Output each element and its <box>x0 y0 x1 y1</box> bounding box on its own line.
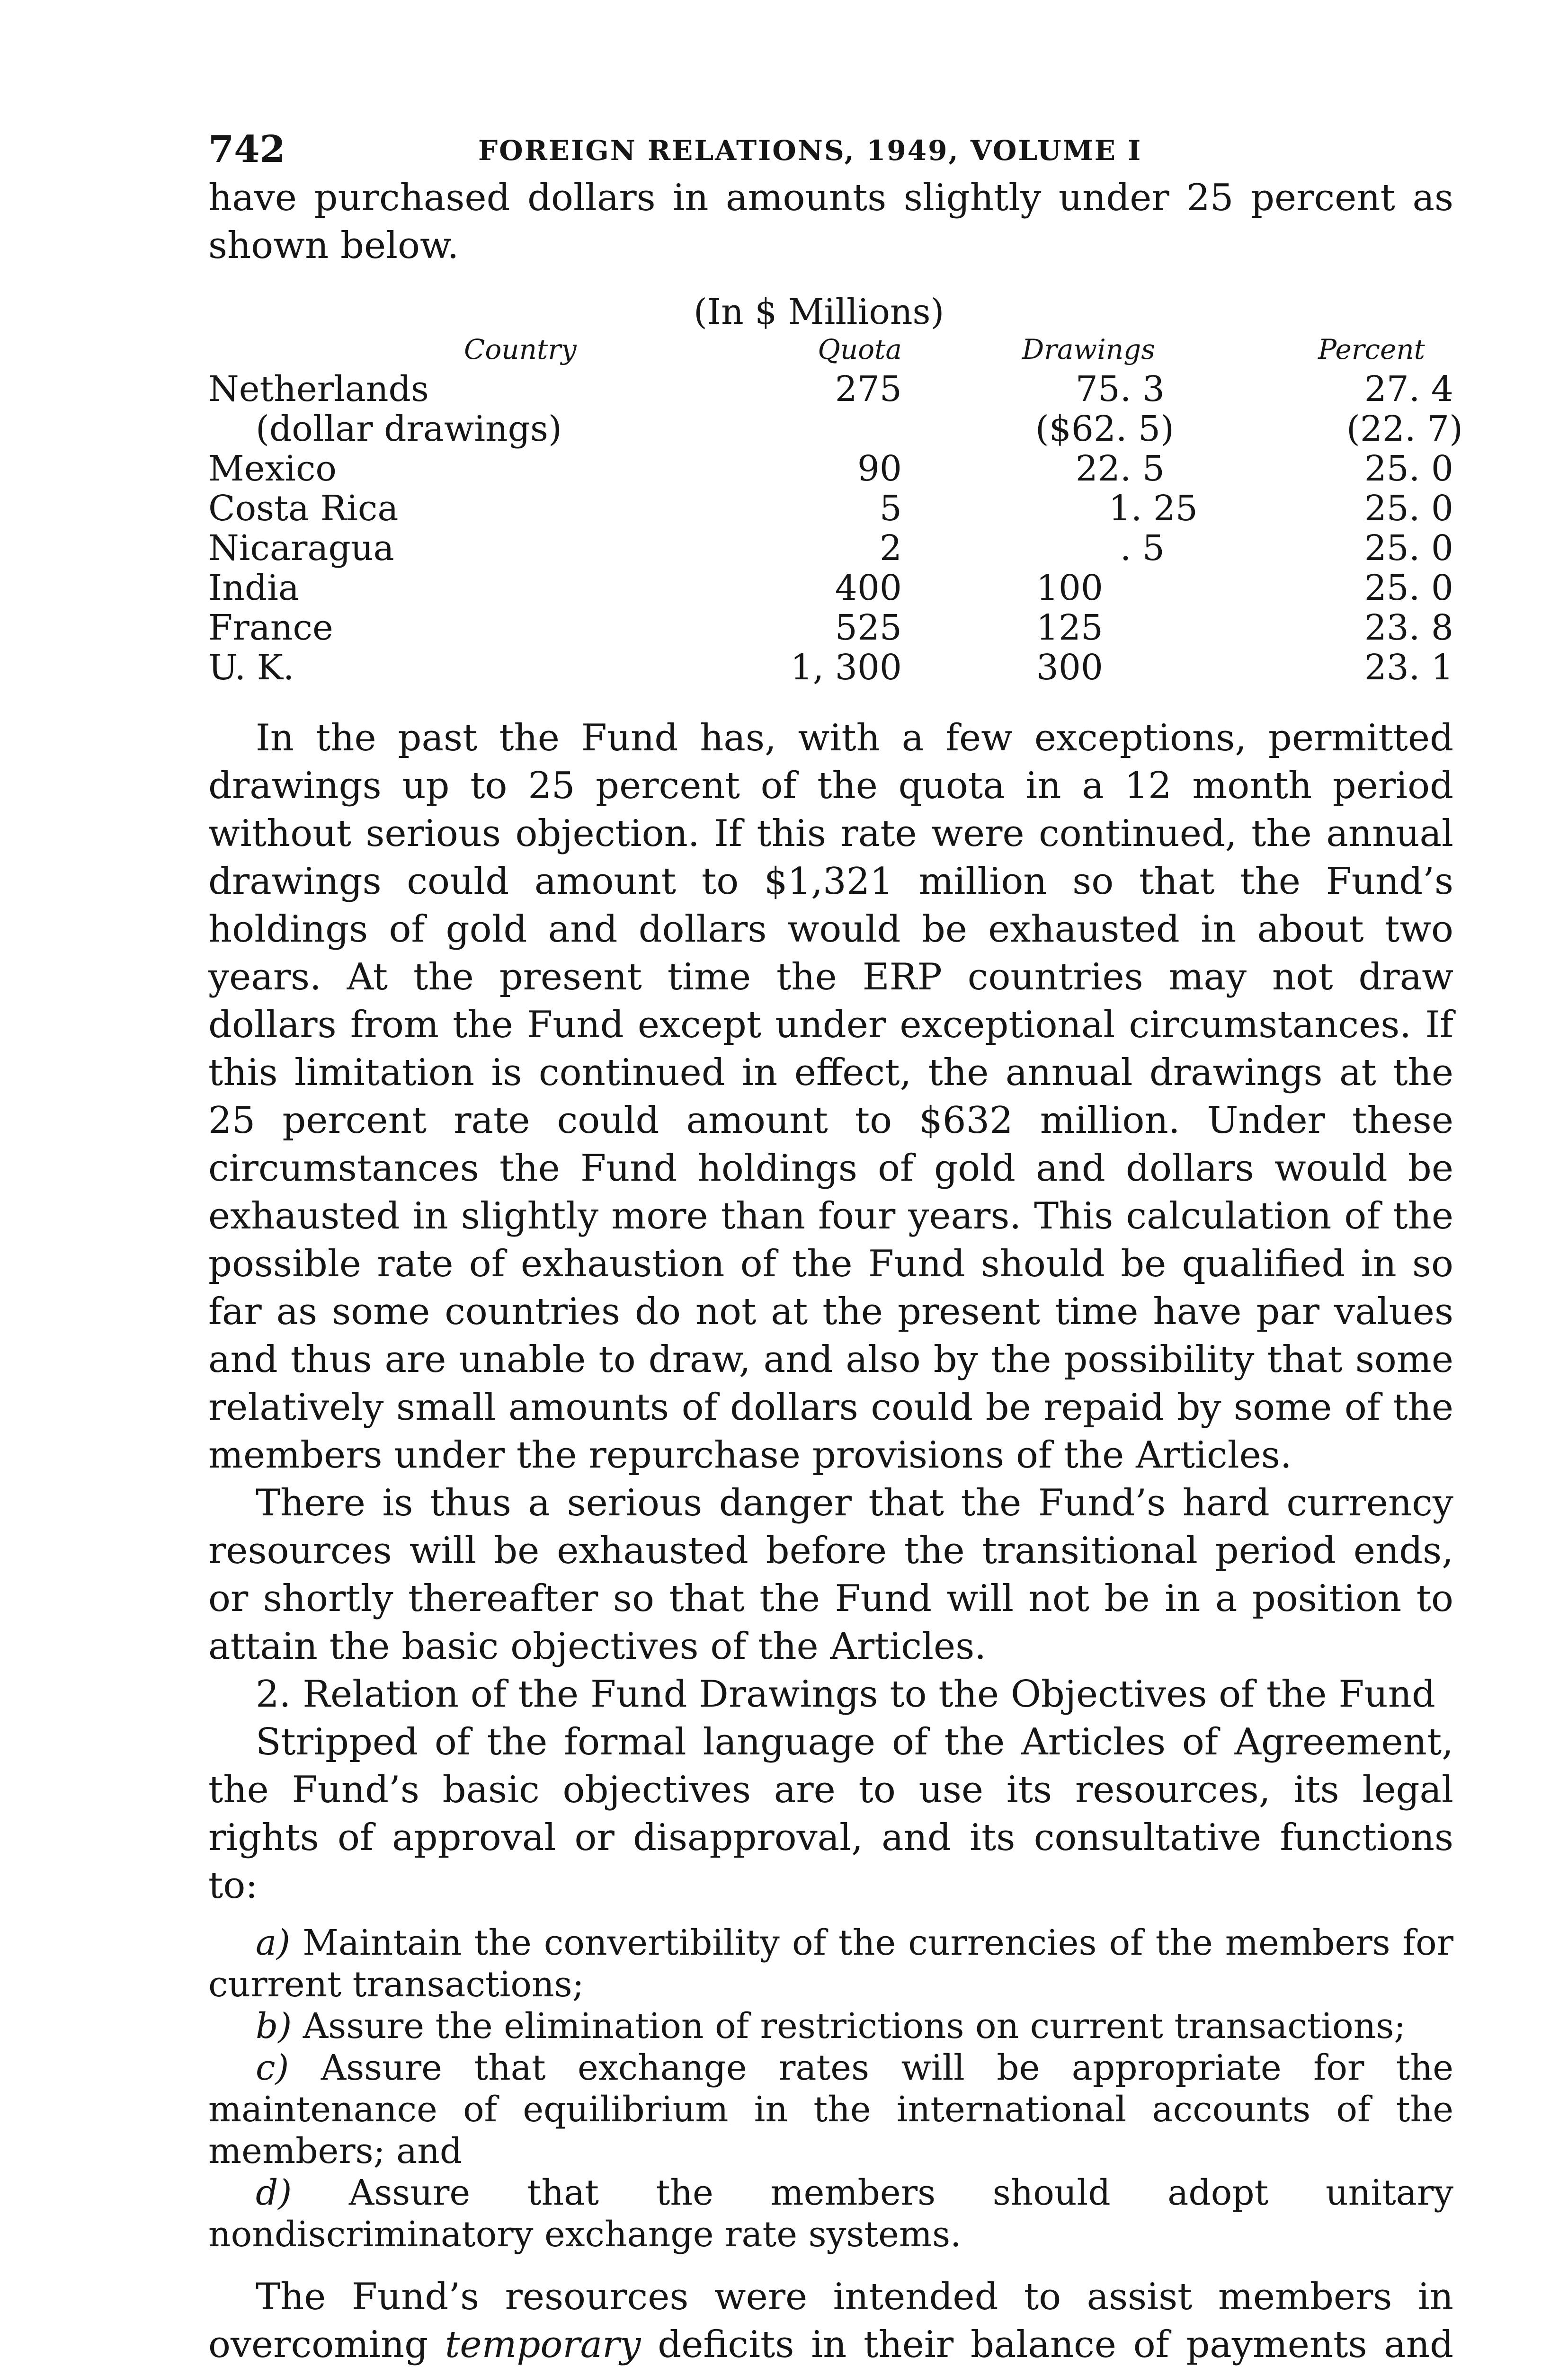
paragraph-basic-objectives: Stripped of the formal language of the Articles of Agreement, the Fund’s basic objectives are to use its resources, its legal rights of approval or disapproval, and its consultative functions to: <box>208 1721 1453 1907</box>
cell-drawings: 22. 5 <box>1075 448 1165 489</box>
intro-paragraph: have purchased dollars in amounts slightly under 25 percent as shown below. <box>208 177 1453 267</box>
objective-letter: b) <box>256 2006 292 2047</box>
table-row <box>208 369 1453 409</box>
cell-quota: 90 <box>857 448 902 489</box>
table-row <box>208 528 1453 568</box>
cell-country: Mexico <box>208 448 337 489</box>
column-header-quota: Quota <box>818 333 902 365</box>
objective-text: Assure that the members should adopt unitary nondiscriminatory exchange rate systems. <box>208 2172 1453 2255</box>
cell-quota: 275 <box>835 369 902 409</box>
objective-letter: a) <box>256 1922 290 1963</box>
cell-country: Costa Rica <box>208 488 399 529</box>
cell-percent: 25. 0 <box>1364 448 1453 489</box>
cell-drawings: . 5 <box>1120 528 1165 569</box>
table-row <box>208 409 1463 449</box>
cell-percent: 23. 8 <box>1364 607 1453 648</box>
paragraph-serious-danger: There is thus a serious danger that the Fund’s hard currency resources will be exhausted before the transitional period ends, or shortly thereafter so that the Fund will not be in a position to attain the basic objectives of the Articles. <box>208 1482 1453 1668</box>
list-item <box>208 1922 1453 2005</box>
closing-text-end: deficits in their balance of payments and <box>658 2323 1454 2366</box>
table-row <box>208 448 1453 488</box>
objective-text: Assure the elimination of restrictions on current transactions; <box>303 2006 1406 2047</box>
cell-drawings: 100 <box>1036 568 1103 608</box>
section-heading: 2. Relation of the Fund Drawings to the Objectives of the Fund <box>256 1673 1435 1716</box>
cell-country: (dollar drawings) <box>256 409 562 449</box>
cell-drawings: 300 <box>1036 647 1103 688</box>
list-item <box>208 2172 1453 2255</box>
cell-quota: 5 <box>879 488 902 529</box>
cell-drawings: 75. 3 <box>1075 369 1165 409</box>
column-header-country: Country <box>464 333 577 365</box>
cell-percent: 25. 0 <box>1364 528 1453 569</box>
cell-country: India <box>208 568 300 608</box>
paragraph-fund-resources <box>208 2273 1453 2367</box>
cell-percent: 23. 1 <box>1364 647 1453 688</box>
cell-quota: 2 <box>879 528 902 569</box>
cell-quota: 525 <box>835 607 902 648</box>
list-item <box>208 2005 1453 2047</box>
cell-percent: 25. 0 <box>1364 488 1453 529</box>
list-item <box>208 2047 1453 2172</box>
closing-emphasis: temporary <box>445 2323 641 2366</box>
objectives-list <box>208 1922 1453 2255</box>
running-header <box>208 118 1453 170</box>
table-unit-caption: (In $ Millions) <box>694 292 944 332</box>
running-title: FOREIGN RELATIONS, 1949, VOLUME I <box>478 134 1142 167</box>
cell-percent: 25. 0 <box>1364 568 1453 608</box>
cell-drawings: 125 <box>1036 607 1103 648</box>
closing-text-start: The Fund’s resources were intended to assist members in overcoming <box>208 2276 1453 2366</box>
quota-drawings-table <box>208 333 1463 688</box>
cell-country: France <box>208 607 333 648</box>
column-header-percent: Percent <box>1318 333 1425 365</box>
table-row <box>208 488 1453 528</box>
cell-quota: 1, 300 <box>790 647 902 688</box>
cell-drawings: ($62. 5) <box>1035 409 1174 449</box>
cell-country: U. K. <box>208 647 294 688</box>
document-page <box>208 118 1463 2367</box>
cell-drawings: 1. 25 <box>1108 488 1198 529</box>
objective-letter: d) <box>256 2172 292 2213</box>
cell-country: Netherlands <box>208 369 429 409</box>
table-row <box>208 607 1453 647</box>
objective-letter: c) <box>256 2047 289 2088</box>
objective-text: Assure that exchange rates will be appropriate for the maintenance of equilibrium in the international accounts of the members; and <box>208 2047 1453 2171</box>
cell-quota: 400 <box>835 568 902 608</box>
page-number: 742 <box>208 128 285 171</box>
objective-text: Maintain the convertibility of the currencies of the members for current transactions; <box>208 1922 1453 2005</box>
table-row <box>208 647 1453 687</box>
column-header-drawings: Drawings <box>1022 333 1155 365</box>
paragraph-exhaustion-rate: In the past the Fund has, with a few exceptions, permitted drawings up to 25 percent of the quota in a 12 month period without serious objection. If this rate were continued, the annual drawings could amount to $1,321 million so that the Fund’s holdings of gold and dollars would be exhausted in about two years. At the present time the ERP countries may not draw dollars from the Fund except under exceptional circumstances. If this limitation is continued in effect, the annual drawings at the 25 percent rate could amount to $632 million. Under these circumstances the Fund holdings of gold and dollars would be exhausted in slightly more than four years. This calculation of the possible rate of exhaustion of the Fund should be qualified in so far as some countries do not at the present time have par values and thus are unable to draw, and also by the possibility that some relatively small amounts of dollars could be repaid by some of the members under the repurchase provisions of the Articles. <box>208 717 1453 1477</box>
cell-country: Nicaragua <box>208 528 394 569</box>
cell-percent: 27. 4 <box>1364 369 1453 409</box>
table-row <box>208 568 1453 607</box>
cell-percent: (22. 7) <box>1346 409 1463 449</box>
